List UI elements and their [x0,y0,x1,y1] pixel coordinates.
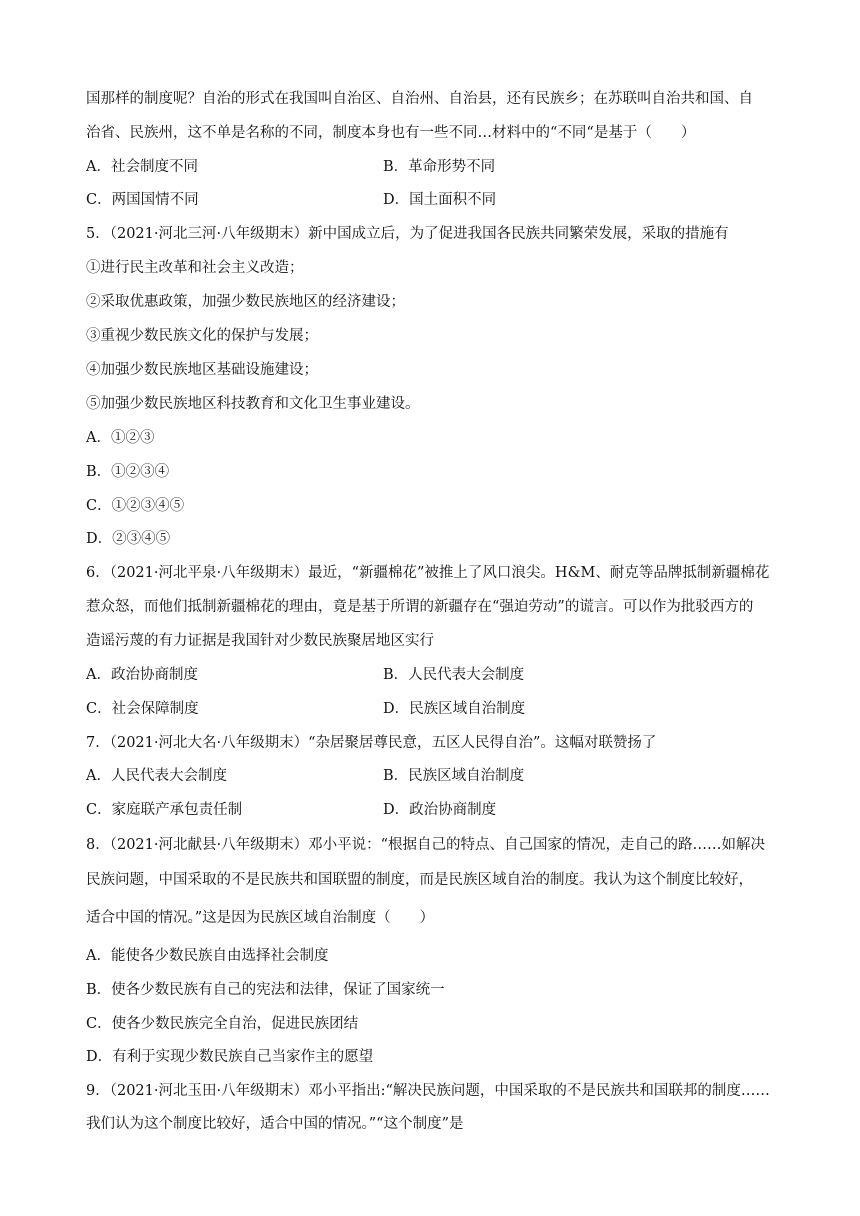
q8-option-d: D．有利于实现少数民族自己当家作主的愿望 [86,1049,374,1065]
q6-stem-line-1: 6．（2021·河北平泉·八年级期末）最近，“新疆棉花”被推上了风口浪尖。H&M、耐克等品牌抵制新疆棉花 [86,565,770,581]
q6-option-c: C．社会保障制度 [86,701,199,717]
q5-item-3: ③重视少数民族文化的保护与发展； [86,328,318,344]
q6-stem-line-2: 惹众怒，而他们抵制新疆棉花的理由，竟是基于所谓的新疆存在“强迫劳动”的谎言。可以作为批驳西方的 [86,599,754,615]
q5-item-1: ①进行民主改革和社会主义改造； [86,260,304,276]
q7-option-b: B．民族区域自治制度 [383,768,525,784]
q6-option-a: A．政治协商制度 [86,667,198,683]
q7-option-c: C．家庭联产承包责任制 [86,802,243,818]
q5-option-d: D．②③④⑤ [86,531,171,547]
q5-option-c: C．①②③④⑤ [86,498,185,514]
q6-option-d: D．民族区域自治制度 [383,701,526,717]
q9-stem-line-2: 我们认为这个制度比较好，适合中国的情况。”“这个制度”是 [86,1116,464,1132]
q7-option-a: A．人民代表大会制度 [86,768,227,784]
q4-option-d: D．国土面积不同 [383,192,497,208]
q4-option-b: B．革命形势不同 [383,159,496,175]
q7-stem-line-1: 7．（2021·河北大名·八年级期末）“杂居聚居尊民意，五区人民得自治”。这幅对联赞扬了 [86,735,657,751]
q8-option-b: B．使各少数民族有自己的宪法和法律，保证了国家统一 [86,982,445,998]
q5-option-b: B．①②③④ [86,464,170,480]
q9-stem-line-1: 9．（2021·河北玉田·八年级期末）邓小平指出:“解决民族问题，中国采取的不是民族共和国联邦的制度…… [86,1083,770,1099]
q6-option-b: B．人民代表大会制度 [383,667,525,683]
q4-option-c: C．两国国情不同 [86,192,199,208]
q8-option-a: A．能使各少数民族自由选择社会制度 [86,948,329,964]
q8-stem-line-3: 适合中国的情况。”这是因为民族区域自治制度（ ） [86,910,435,926]
q5-item-2: ②采取优惠政策，加强少数民族地区的经济建设； [86,294,405,310]
q5-item-5: ⑤加强少数民族地区科技教育和文化卫生事业建设。 [86,396,420,412]
q4-stem-line-2: 治省、民族州，这不单是名称的不同，制度本身也有一些不同…材料中的“不同“是基于（ ） [86,125,696,141]
q5-stem-line-1: 5．（2021·河北三河·八年级期末）新中国成立后，为了促进我国各民族共同繁荣发展，采取的措施有 [86,226,729,242]
q5-option-a: A．①②③ [86,430,155,446]
q4-stem-line-1: 国那样的制度呢？自治的形式在我国叫自治区、自治州、自治县，还有民族乡；在苏联叫自治共和国、自 [86,91,753,107]
q7-option-d: D．政治协商制度 [383,802,497,818]
q8-stem-line-1: 8．（2021·河北献县·八年级期末）邓小平说：“根据自己的特点、自己国家的情况，走自己的路……如解决 [86,837,766,853]
q6-stem-line-3: 造谣污蔑的有力证据是我国针对少数民族聚居地区实行 [86,633,434,649]
q8-stem-line-2: 民族问题，中国采取的不是民族共和国联盟的制度，而是民族区域自治的制度。我认为这个制度比较好， [86,872,753,888]
q8-option-c: C．使各少数民族完全自治，促进民族团结 [86,1016,359,1032]
q5-item-4: ④加强少数民族地区基础设施建设； [86,362,318,378]
q4-option-a: A．社会制度不同 [86,159,198,175]
